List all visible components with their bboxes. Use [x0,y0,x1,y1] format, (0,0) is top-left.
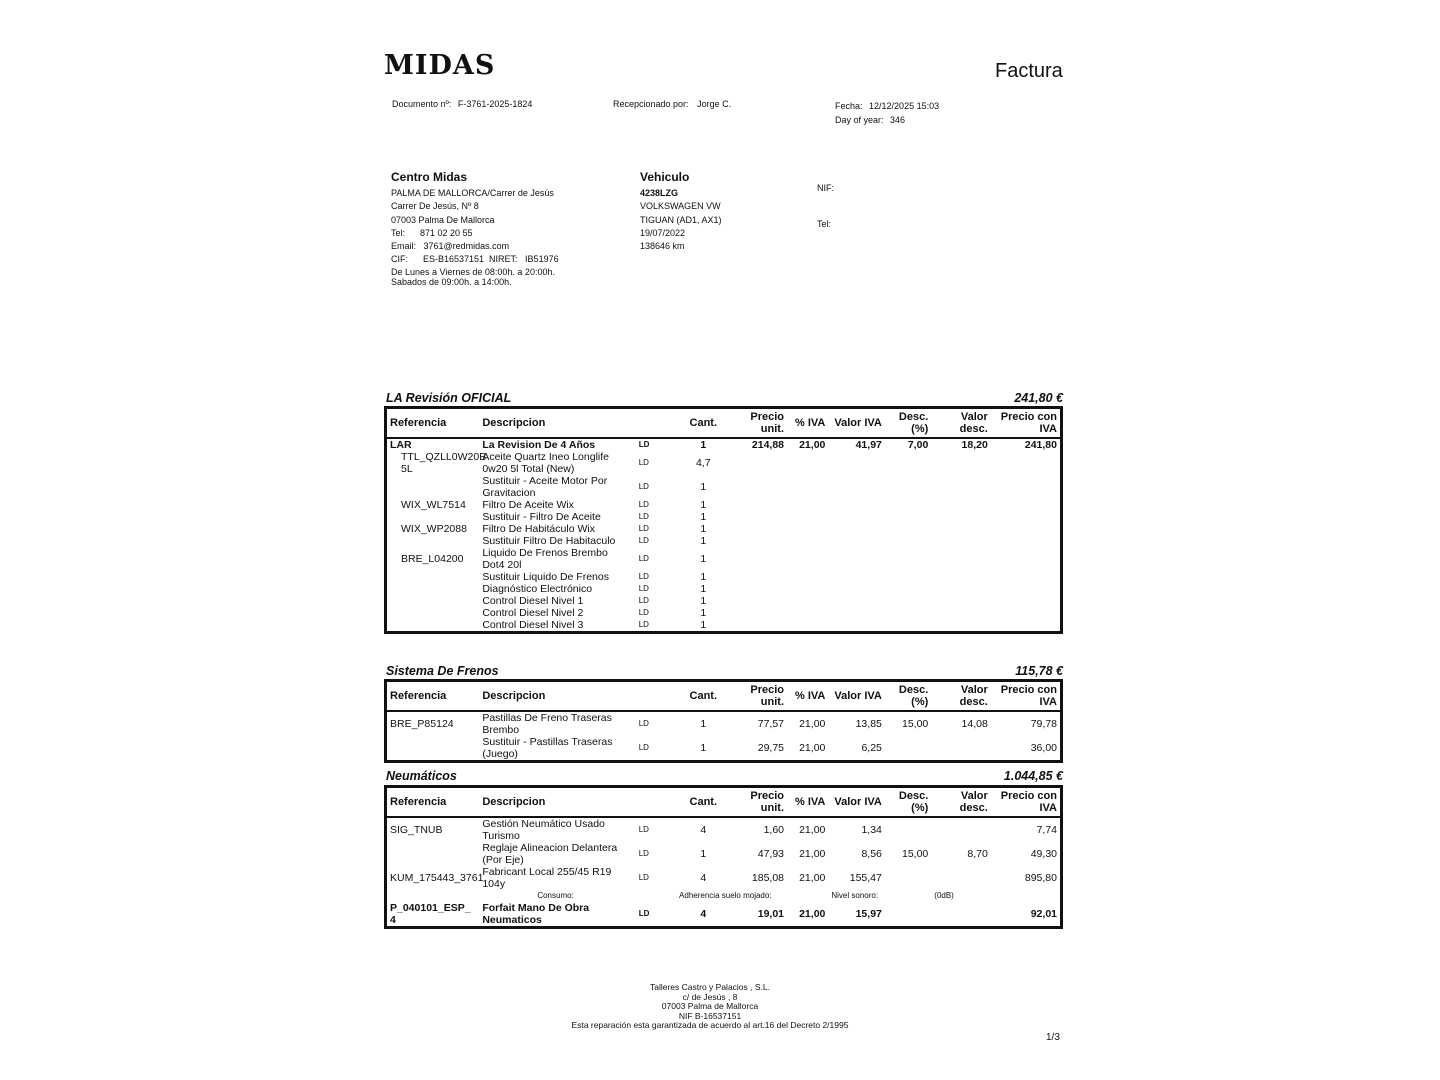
cell-valor-desc [931,902,991,928]
vehicle-plate: 4238LZG [640,188,679,198]
cell-referencia: WIX_WP2088 [401,523,467,535]
fecha-label: Fecha: [835,101,863,111]
footer-line: Esta reparación esta garantizada de acuerdo al art.16 del Decreto 2/1995 [571,1020,849,1031]
doy-value: 346 [890,115,906,125]
cell-valor-iva: 15,97 [855,908,882,920]
doc-label: Documento nº: [392,99,452,109]
cell-precio-unit [731,475,788,499]
table-header-row [386,787,1062,818]
cell-valor-desc: 8,70 [967,848,988,860]
cell-pct-iva: 21,00 [799,718,826,730]
cell-nivel-sonoro: Nivel sonoro: [831,891,879,900]
cell-valor-iva [828,583,885,595]
cell-cant: 1 [700,439,707,451]
col-referencia: Referencia [386,787,480,818]
cell-referencia [386,535,480,547]
cell-valor-desc [931,547,991,571]
cell-descripcion: Reglaje Alineacion Delantera (Por Eje) [482,842,618,866]
cell-pct-iva: 21,00 [799,439,826,451]
cell-valor-iva [828,535,885,547]
vehiculo-block [640,170,722,253]
col-precio-con-iva: Precio con IVA [991,681,1062,712]
table-row [386,842,1062,866]
centro-line: Carrer De Jesús, Nº 8 [391,201,479,212]
cell-referencia: SIG_TNUB [390,824,443,836]
cell-valor-desc [931,583,991,595]
cell-valor-desc [931,499,991,511]
table-row [386,438,1062,451]
cell-pct-iva [787,523,828,535]
cell-precio-unit [731,607,788,619]
cell-descripcion: Fabricant Local 255/45 R19 104y [482,866,612,890]
cell-precio-con-iva: 36,00 [1030,742,1057,754]
cell-unit: LD [638,584,649,593]
col-valor-iva: Valor IVA [828,408,885,439]
cell-valor-desc [931,595,991,607]
cell-unit: LD [638,873,649,882]
cell-descripcion: Control Diesel Nivel 2 [482,607,584,619]
items-table [384,406,1063,634]
cell-precio-unit [731,583,788,595]
vehiculo-line: 138646 km [640,241,685,252]
cell-valor-iva: 41,97 [855,439,882,451]
cell-valor-desc [931,451,991,475]
cell-cant: 1 [700,481,707,493]
col-cant: Cant. [676,408,730,439]
cell-adherencia: Adherencia suelo mojado: [679,891,772,900]
cell-desc-pct [885,866,931,890]
cell-cant: 1 [700,511,707,523]
doy-label: Day of year: [835,115,884,125]
col-pct-iva: % IVA [787,787,828,818]
cell-valor-iva: 8,56 [861,848,882,860]
centro-line: De Lunes a Viernes de 08:00h. a 20:00h. [391,266,555,277]
footer-line: c/ de Jesús , 8 [682,991,738,1002]
cell-valor-desc: 18,20 [961,439,988,451]
cell-pct-iva: 21,00 [799,848,826,860]
cell-unit: LD [638,482,649,491]
cell-valor-iva [828,523,885,535]
table-row [386,571,1062,583]
page-number: 1/3 [1046,1032,1060,1043]
cell-desc-pct [885,817,931,842]
cell-referencia: LAR [390,439,412,451]
cell-valor-desc [931,607,991,619]
table-row [386,451,1062,475]
cell-descripcion: Forfait Mano De Obra Neumaticos [482,902,590,926]
col-descripcion: Descripcion [479,408,635,439]
cell-pct-iva: 21,00 [799,872,826,884]
cell-desc-pct [885,607,931,619]
table-row [386,547,1062,571]
cell-referencia [386,571,480,583]
cell-pct-iva [787,451,828,475]
cell-valor-iva [828,499,885,511]
col-valor-iva: Valor IVA [828,787,885,818]
col-pct-iva: % IVA [787,408,828,439]
table-row [386,711,1062,736]
section-title: LA Revisión OFICIAL [386,391,512,405]
section-total: 241,80 € [1014,391,1063,405]
table-header-row [386,681,1062,712]
cell-desc-pct [885,619,931,633]
cell-precio-unit [731,535,788,547]
cell-descripcion: Sustituir Filtro De Habitaculo [482,535,616,547]
table-row [386,817,1062,842]
cell-valor-iva [828,511,885,523]
cell-descripcion: Diagnóstico Electrónico [482,583,593,595]
cell-unit: LD [638,620,649,629]
cell-cant: 4 [700,908,707,920]
cell-valor-desc [931,511,991,523]
midas-logo: MIDAS [384,50,496,81]
cell-precio-con-iva [991,547,1062,571]
centro-line: CIF: ES-B16537151 NIRET: IB51976 [391,254,559,265]
table-row [386,736,1062,762]
cell-unit: LD [638,500,649,509]
cell-unit: LD [638,572,649,581]
table-row [386,583,1062,595]
col-unit [636,681,676,712]
cell-desc-pct [885,511,931,523]
cell-unit: LD [638,440,650,449]
cell-consumo: Consumo: [537,891,574,900]
cell-cant: 1 [700,553,707,565]
centro-line: PALMA DE MALLORCA/Carrer de Jesús [391,188,554,198]
cell-precio-con-iva [991,511,1062,523]
cell-precio-unit [731,511,788,523]
vehiculo-heading: Vehiculo [640,170,690,184]
cell-precio-con-iva: 92,01 [1030,908,1057,920]
cell-descripcion: Control Diesel Nivel 1 [482,595,584,607]
cell-pct-iva [787,583,828,595]
cell-referencia: TTL_QZLL0W20B 5L [401,451,487,475]
cell-unit: LD [638,536,649,545]
cell-pct-iva: 21,00 [799,824,826,836]
doc-value: F-3761-2025-1824 [457,99,533,109]
cell-precio-unit: 185,08 [751,872,785,884]
col-cant: Cant. [676,681,730,712]
cell-precio-unit [731,571,788,583]
table-row [386,535,1062,547]
cell-cant: 1 [700,523,707,535]
cell-precio-unit [731,619,788,633]
cell-precio-con-iva [991,499,1062,511]
cell-precio-unit [731,547,788,571]
cell-unit: LD [638,849,649,858]
cell-desc-pct: 7,00 [907,439,929,451]
cell-cant: 1 [700,848,707,860]
table-row [386,499,1062,511]
cell-precio-con-iva [991,451,1062,475]
cell-desc-pct [885,902,931,928]
col-precio-unit: Precio unit. [731,787,788,818]
col-descripcion: Descripcion [479,681,635,712]
col-desc-pct: Desc. (%) [885,681,931,712]
cell-pct-iva [787,571,828,583]
cell-referencia [386,595,480,607]
table-header-row [386,408,1062,439]
col-precio-unit: Precio unit. [731,408,788,439]
cell-valor-iva [828,619,885,633]
col-valor-desc: Valor desc. [931,681,991,712]
cell-precio-unit [731,451,788,475]
col-precio-con-iva: Precio con IVA [991,787,1062,818]
cell-referencia: WIX_WL7514 [401,499,466,511]
cell-referencia [386,736,480,762]
cell-precio-con-iva [991,595,1062,607]
col-unit [636,408,676,439]
cell-precio-unit: 29,75 [757,742,785,754]
cell-descripcion: La Revision De 4 Años [482,439,596,451]
table-row [386,511,1062,523]
cell-precio-unit [731,523,788,535]
centro-line: 07003 Palma De Mallorca [391,214,495,225]
date-block [835,99,939,127]
fecha-value: 12/12/2025 15:03 [869,101,940,111]
cell-db: (0dB) [934,891,954,900]
table-row [386,475,1062,499]
cell-pct-iva [787,499,828,511]
centro-line: Sabados de 09:00h. a 14:00h. [391,276,512,287]
cell-referencia [386,475,480,499]
cell-precio-con-iva [991,583,1062,595]
cell-referencia [386,842,480,866]
cell-desc-pct [885,583,931,595]
cell-descripcion: Gestión Neumático Usado Turismo [482,818,605,842]
cell-cant: 4 [700,872,707,884]
cell-cant: 1 [700,499,707,511]
cell-pct-iva [787,547,828,571]
footer-line: 07003 Palma de Mallorca [661,1001,759,1012]
recep-value: Jorge C. [697,99,732,109]
document-title: Factura [995,60,1063,82]
col-referencia: Referencia [386,408,480,439]
cell-cant: 1 [700,571,707,583]
cell-unit: LD [638,743,649,752]
cell-precio-unit: 19,01 [757,908,785,920]
cell-desc-pct [885,547,931,571]
cell-empty [386,890,480,902]
cell-valor-iva: 13,85 [855,718,882,730]
cell-valor-iva [828,547,885,571]
cell-desc-pct [885,571,931,583]
cell-descripcion: Sustituir - Aceite Motor Por Gravitacion [482,475,608,499]
cell-referencia: P_040101_ESP_ 4 [390,902,471,926]
cell-unit: LD [638,909,650,918]
cell-pct-iva [787,475,828,499]
cell-descripcion: Liquido De Frenos Brembo Dot4 20l [482,547,608,571]
centro-line: Email: 3761@redmidas.com [391,241,510,252]
centro-line: Tel: 871 02 20 55 [391,227,473,238]
footer [520,983,900,1031]
col-cant: Cant. [676,787,730,818]
cell-referencia [386,619,480,633]
cell-valor-desc [931,523,991,535]
cell-referencia [386,583,480,595]
col-descripcion: Descripcion [479,787,635,818]
cell-descripcion: Pastillas De Freno Traseras Brembo [482,712,612,736]
received-by [613,99,731,109]
cell-valor-iva [828,571,885,583]
col-precio-unit: Precio unit. [731,681,788,712]
cell-valor-iva: 155,47 [849,872,882,884]
cell-valor-desc [931,475,991,499]
cell-pct-iva: 21,00 [799,908,826,920]
cell-cant: 1 [700,583,707,595]
cell-cant: 4,7 [695,457,711,469]
cell-precio-unit [731,499,788,511]
cell-desc-pct [885,736,931,762]
cell-valor-desc [931,571,991,583]
cell-precio-con-iva [991,619,1062,633]
cell-referencia: BRE_P85124 [390,718,454,730]
cell-desc-pct: 15,00 [902,848,929,860]
col-unit [636,787,676,818]
cell-valor-iva [828,595,885,607]
cell-precio-unit [731,595,788,607]
cell-precio-con-iva [991,571,1062,583]
col-desc-pct: Desc. (%) [885,787,931,818]
cell-pct-iva: 21,00 [799,742,826,754]
cell-cant: 4 [700,824,707,836]
cell-precio-unit: 1,60 [763,824,785,836]
section-total: 115,78 € [1015,664,1063,678]
cell-valor-iva [828,451,885,475]
section-total: 1.044,85 € [1003,769,1063,783]
centro-block [391,170,559,287]
cell-valor-iva: 1,34 [861,824,882,836]
cell-unit: LD [638,596,649,605]
cell-unit: LD [638,825,649,834]
section-title: Neumáticos [386,769,457,783]
table-row [386,902,1062,928]
cell-referencia: KUM_175443_3761 [390,872,484,884]
cell-precio-con-iva: 49,30 [1030,848,1057,860]
vehiculo-line: TIGUAN (AD1, AX1) [640,214,722,225]
table-row [386,607,1062,619]
cell-precio-con-iva [991,523,1062,535]
cell-descripcion: Aceite Quartz Ineo Longlife 0w20 5l Total (New) [482,451,609,475]
cell-desc-pct [885,535,931,547]
footer-line: NIF B-16537151 [678,1010,742,1021]
col-referencia: Referencia [386,681,480,712]
vehiculo-line: 19/07/2022 [640,227,686,238]
cell-precio-con-iva: 895,80 [1024,872,1057,884]
col-valor-desc: Valor desc. [931,408,991,439]
cell-precio-con-iva: 7,74 [1036,824,1057,836]
cell-desc-pct [885,499,931,511]
cell-desc-pct [885,523,931,535]
cell-desc-pct [885,595,931,607]
cell-unit: LD [638,719,649,728]
vehiculo-line: VOLKSWAGEN VW [640,201,721,212]
cell-precio-con-iva [991,535,1062,547]
cell-valor-iva [828,475,885,499]
cell-precio-unit: 77,57 [757,718,785,730]
centro-heading: Centro Midas [391,170,468,184]
nif-label: NIF: [817,183,834,193]
cell-valor-iva: 6,25 [861,742,882,754]
cell-descripcion: Control Diesel Nivel 3 [482,619,584,631]
cell-descripcion: Sustituir - Pastillas Traseras (Juego) [482,736,613,760]
cell-descripcion: Filtro De Aceite Wix [482,499,574,511]
cell-cant: 1 [700,607,707,619]
cell-pct-iva [787,607,828,619]
cell-cant: 1 [700,595,707,607]
items-table [384,785,1063,929]
cell-pct-iva [787,619,828,633]
cell-referencia [386,607,480,619]
cell-unit: LD [638,458,649,467]
section-title: Sistema De Frenos [386,664,499,678]
cell-valor-desc [931,736,991,762]
cell-descripcion: Filtro De Habitáculo Wix [482,523,595,535]
cell-valor-desc [931,866,991,890]
table-row [386,619,1062,633]
cell-descripcion: Sustituir - Filtro De Aceite [482,511,601,523]
cell-descripcion: Sustituir Liquido De Frenos [482,571,609,583]
col-precio-con-iva: Precio con IVA [991,408,1062,439]
recep-label: Recepcionado por: [613,99,689,109]
cell-valor-desc [931,535,991,547]
footer-line: Talleres Castro y Palacios , S.L. [650,982,770,992]
cell-referencia: BRE_L04200 [401,553,464,565]
table-row [386,595,1062,607]
cell-pct-iva [787,535,828,547]
cell-pct-iva [787,511,828,523]
col-pct-iva: % IVA [787,681,828,712]
items-table [384,679,1063,763]
table-row [386,523,1062,535]
cell-referencia [386,511,480,523]
col-desc-pct: Desc. (%) [885,408,931,439]
col-valor-desc: Valor desc. [931,787,991,818]
cell-precio-con-iva: 241,80 [1024,439,1057,451]
cell-valor-desc [931,619,991,633]
cell-unit: LD [638,554,649,563]
cell-pct-iva [787,595,828,607]
cell-precio-unit: 214,88 [751,439,785,451]
cell-desc-pct [885,451,931,475]
cell-cant: 1 [700,718,707,730]
col-valor-iva: Valor IVA [828,681,885,712]
cell-valor-desc [931,817,991,842]
table-row [386,866,1062,890]
tel-label: Tel: [817,219,832,229]
cell-cant: 1 [700,742,707,754]
cell-desc-pct [885,475,931,499]
cell-valor-desc: 14,08 [961,718,988,730]
document-number [392,99,532,109]
cell-unit: LD [638,512,649,521]
cell-precio-con-iva: 79,78 [1030,718,1057,730]
cell-unit: LD [638,608,649,617]
cell-cant: 1 [700,535,707,547]
cell-cant: 1 [700,619,707,631]
cell-unit: LD [638,524,649,533]
table-row [386,890,1062,902]
cell-precio-con-iva [991,475,1062,499]
cell-precio-con-iva [991,607,1062,619]
cell-desc-pct: 15,00 [902,718,929,730]
cell-valor-iva [828,607,885,619]
cell-precio-unit: 47,93 [757,848,785,860]
